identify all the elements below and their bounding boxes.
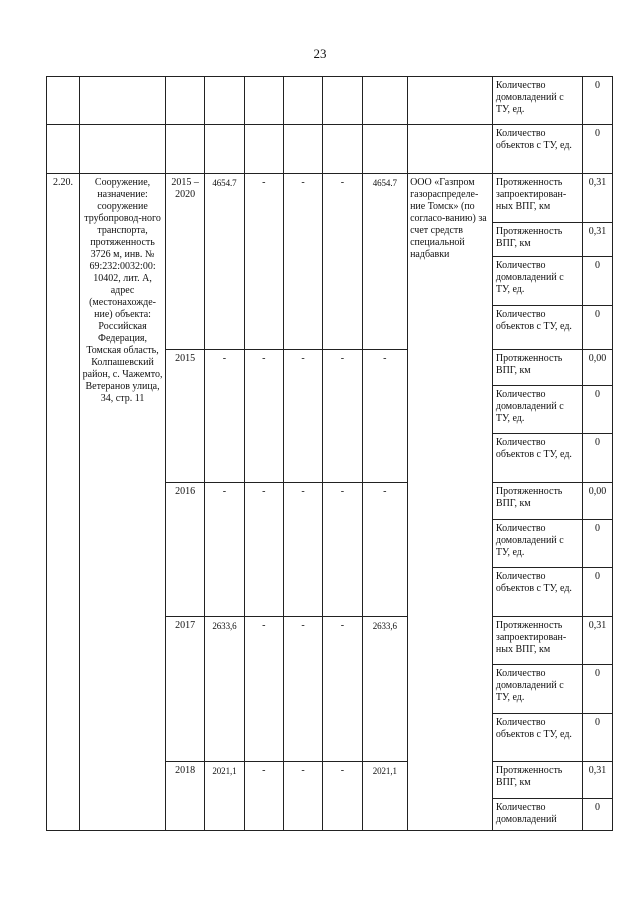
indicator-value: 0 (582, 799, 612, 831)
indicator-name: Количество объектов с ТУ, ед. (492, 434, 582, 483)
indicator-name: Количество домовладений с ТУ, ед. (492, 665, 582, 714)
indicator-name: Протяженность запроектирован-ных ВПГ, км (492, 617, 582, 665)
amount-cell: - (244, 483, 283, 617)
table-row (47, 174, 613, 223)
amount-cell: - (283, 174, 322, 350)
table-row (47, 77, 613, 125)
indicator-value: 0 (582, 77, 612, 125)
empty-cell (362, 125, 408, 174)
empty-cell (205, 125, 244, 174)
empty-cell (283, 77, 322, 125)
amount-cell: - (323, 483, 362, 617)
amount-cell: - (323, 174, 362, 350)
empty-cell (205, 77, 244, 125)
indicator-value: 0,31 (582, 174, 612, 223)
executor-cell: ООО «Газпром газораспределе-ние Томск» (по согласо-ванию) за счет средств специальной надбавки (408, 174, 493, 831)
indicator-value: 0 (582, 306, 612, 350)
empty-cell (165, 125, 204, 174)
amount-cell: - (283, 483, 322, 617)
amount-cell: - (244, 762, 283, 831)
indicator-value: 0,31 (582, 762, 612, 799)
indicator-value: 0 (582, 434, 612, 483)
empty-cell (244, 77, 283, 125)
indicator-value: 0 (582, 125, 612, 174)
year-cell: 2015 – 2020 (165, 174, 204, 350)
page-number: 23 (313, 46, 327, 61)
year-cell: 2018 (165, 762, 204, 831)
amount-cell: - (244, 350, 283, 483)
amount-cell: - (244, 617, 283, 762)
empty-cell (80, 125, 166, 174)
year-cell: 2017 (165, 617, 204, 762)
amount-cell: - (323, 350, 362, 483)
indicator-name: Протяженность ВПГ, км (492, 762, 582, 799)
indicator-value: 0,31 (582, 223, 612, 257)
empty-cell (244, 125, 283, 174)
indicator-name: Количество домовладений (492, 799, 582, 831)
empty-cell (408, 77, 493, 125)
amount-cell: 4654.7 (362, 174, 408, 350)
amount-cell: - (323, 617, 362, 762)
entry-number: 2.20. (47, 174, 80, 831)
indicator-name: Протяженность ВПГ, км (492, 483, 582, 520)
indicator-name: Количество объектов с ТУ, ед. (492, 714, 582, 762)
amount-cell: 2633,6 (205, 617, 244, 762)
amount-cell: 2021,1 (205, 762, 244, 831)
indicator-value: 0 (582, 386, 612, 434)
amount-cell: - (323, 762, 362, 831)
indicator-name: Протяженность ВПГ, км (492, 223, 582, 257)
indicator-name: Количество объектов с ТУ, ед. (492, 125, 582, 174)
empty-cell (283, 125, 322, 174)
amount-cell: - (283, 617, 322, 762)
indicator-name: Количество домовладений с ТУ, ед. (492, 520, 582, 568)
amount-cell: 2633,6 (362, 617, 408, 762)
empty-cell (362, 77, 408, 125)
indicator-name: Количество домовладений с ТУ, ед. (492, 257, 582, 306)
empty-cell (165, 77, 204, 125)
indicator-value: 0,00 (582, 483, 612, 520)
indicator-value: 0 (582, 257, 612, 306)
indicator-value: 0 (582, 714, 612, 762)
amount-cell: - (205, 483, 244, 617)
indicator-value: 0 (582, 568, 612, 617)
empty-cell (80, 77, 166, 125)
indicator-value: 0,31 (582, 617, 612, 665)
empty-cell (47, 125, 80, 174)
indicator-name: Протяженность ВПГ, км (492, 350, 582, 386)
amount-cell: - (362, 350, 408, 483)
empty-cell (47, 77, 80, 125)
indicator-name: Протяженность запроектирован-ных ВПГ, км (492, 174, 582, 223)
empty-cell (323, 125, 362, 174)
amount-cell: - (283, 350, 322, 483)
empty-cell (323, 77, 362, 125)
indicator-value: 0 (582, 520, 612, 568)
object-description: Сооружение, назначение: сооружение трубопровод-ного транспорта, протяженность 3726 м, инв. № 69:232:0032:00: 10402, лит. А, адрес (местонахожде-ние) объекта: Российская Федерация, Томская область, Колпашевский район, с. Чажемто, Ветеранов улица, 34, стр. 11 (80, 174, 166, 831)
amount-cell: - (205, 350, 244, 483)
indicator-name: Количество объектов с ТУ, ед. (492, 306, 582, 350)
amount-cell: 4654.7 (205, 174, 244, 350)
amount-cell: - (362, 483, 408, 617)
year-cell: 2015 (165, 350, 204, 483)
indicator-value: 0 (582, 665, 612, 714)
amount-cell: - (283, 762, 322, 831)
indicator-name: Количество объектов с ТУ, ед. (492, 568, 582, 617)
program-table (46, 76, 613, 831)
indicator-name: Количество домовладений с ТУ, ед. (492, 77, 582, 125)
indicator-name: Количество домовладений с ТУ, ед. (492, 386, 582, 434)
indicator-value: 0,00 (582, 350, 612, 386)
amount-cell: - (244, 174, 283, 350)
table-row (47, 125, 613, 174)
amount-cell: 2021,1 (362, 762, 408, 831)
empty-cell (408, 125, 493, 174)
year-cell: 2016 (165, 483, 204, 617)
